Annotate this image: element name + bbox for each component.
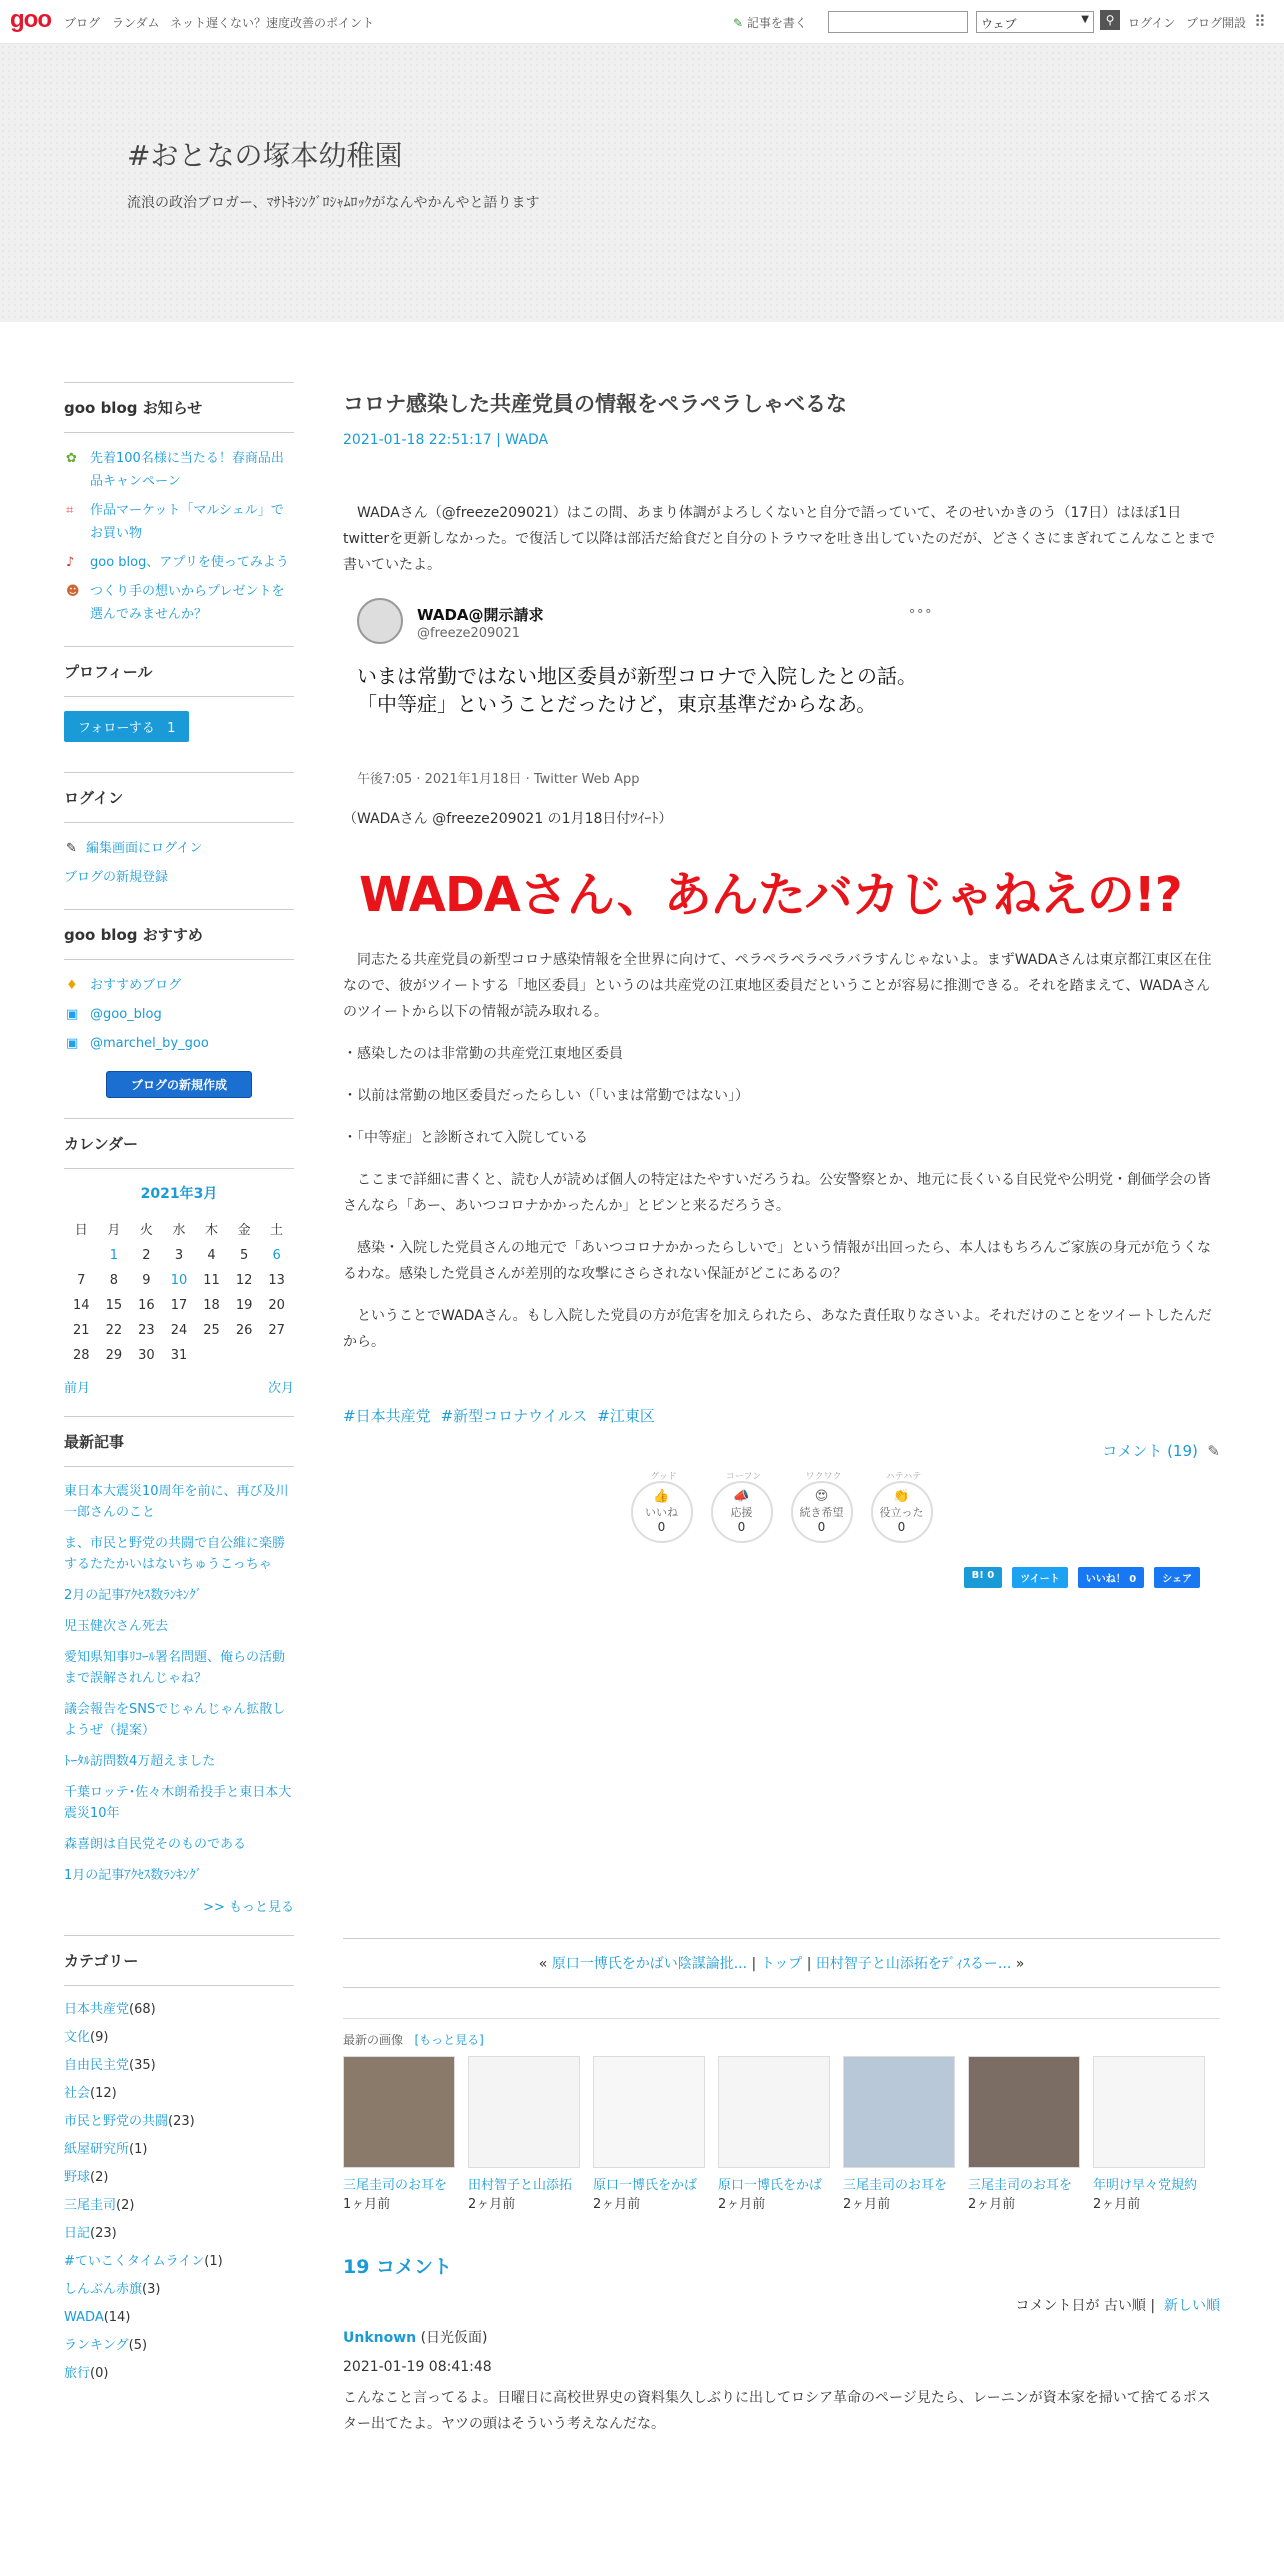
category-item[interactable] bbox=[64, 2192, 294, 2220]
tweet-button[interactable]: ツイート bbox=[1012, 1567, 1068, 1588]
latest-image-caption[interactable]: 田村智子と山添拓 bbox=[468, 2178, 573, 2193]
recent-article-link[interactable]: 議会報告をSNSでじゃんじゃん拡散しようぜ（提案） bbox=[64, 1702, 286, 1738]
category-count: (23) bbox=[168, 2114, 195, 2129]
grid-icon: ⌗ bbox=[66, 503, 74, 518]
blog-header bbox=[0, 44, 1284, 322]
reaction-top-label: ワクワク bbox=[805, 1472, 842, 1482]
search-icon: ⚲ bbox=[1105, 13, 1115, 27]
reaction-button[interactable] bbox=[791, 1472, 853, 1543]
latest-image-item[interactable] bbox=[843, 2056, 955, 2212]
reaction-count: 0 bbox=[657, 1520, 666, 1534]
latest-image-item[interactable] bbox=[968, 2056, 1080, 2212]
apps-grid-icon[interactable]: ⠿ bbox=[1254, 12, 1266, 31]
search-input[interactable] bbox=[828, 11, 968, 33]
calendar-day: 11 bbox=[203, 1273, 220, 1288]
calendar-day: 23 bbox=[138, 1323, 155, 1338]
hatena-bookmark-button[interactable]: B! 0 bbox=[964, 1567, 1003, 1588]
latest-images bbox=[343, 2018, 1220, 2212]
category-link[interactable]: しんぶん赤旗 bbox=[64, 2282, 143, 2297]
calendar-day: 18 bbox=[203, 1298, 220, 1313]
main-content bbox=[343, 382, 1220, 2437]
recent-article-link[interactable]: 森喜朗は自民党そのものである bbox=[64, 1837, 247, 1852]
reaction-button[interactable] bbox=[631, 1472, 693, 1543]
category-link[interactable]: 社会 bbox=[64, 2086, 91, 2101]
clap-icon: 👏 bbox=[893, 1489, 910, 1504]
latest-image-caption[interactable]: 三尾圭司のお耳を bbox=[843, 2178, 948, 2193]
reaction-label: 応援 bbox=[730, 1506, 753, 1519]
recent-heading: 最新記事 bbox=[64, 1416, 294, 1467]
latest-image-thumbnail[interactable] bbox=[718, 2056, 830, 2168]
calendar-day: 8 bbox=[109, 1273, 118, 1288]
latest-image-item[interactable] bbox=[468, 2056, 580, 2212]
share-buttons bbox=[343, 1567, 1220, 1588]
login-link[interactable]: ログイン bbox=[1128, 16, 1176, 30]
pencil-icon: ✎ bbox=[733, 16, 744, 30]
calendar-weekday: 日 bbox=[74, 1223, 88, 1238]
tweet-body: いまは常勤ではない地区委員が新型コロナで入院したとの話。「中等症」ということだったけど，東京基準だからなあ。 bbox=[357, 664, 917, 716]
reaction-buttons bbox=[343, 1472, 1220, 1543]
recent-article-link[interactable]: ﾄｰﾀﾙ訪問数4万超えました bbox=[64, 1754, 216, 1769]
category-item[interactable] bbox=[64, 2080, 294, 2108]
calendar-day: 9 bbox=[142, 1273, 151, 1288]
calendar-day: 19 bbox=[235, 1298, 253, 1313]
calendar-day[interactable]: 1 bbox=[109, 1248, 118, 1263]
calendar-weekday: 火 bbox=[139, 1223, 153, 1238]
avatar[interactable] bbox=[357, 598, 403, 644]
recent-article-link[interactable]: 東日本大震災10周年を前に、再び及川一郎さんのこと bbox=[64, 1484, 289, 1520]
images-more-link[interactable]: [もっと見る] bbox=[414, 2033, 484, 2047]
post-meta[interactable]: 2021-01-18 22:51:17 | WADA bbox=[343, 432, 549, 448]
latest-image-age: 2ヶ月前 bbox=[843, 2197, 891, 2212]
latest-image-item[interactable] bbox=[593, 2056, 705, 2212]
latest-image-caption[interactable]: 原口一博氏をかば bbox=[593, 2178, 698, 2193]
latest-image-thumbnail[interactable] bbox=[343, 2056, 455, 2168]
post-body bbox=[343, 947, 1220, 1355]
latest-image-age: 2ヶ月前 bbox=[968, 2197, 1016, 2212]
latest-image-age: 2ヶ月前 bbox=[593, 2197, 641, 2212]
calendar-day: 24 bbox=[170, 1323, 188, 1338]
latest-image-age: 2ヶ月前 bbox=[468, 2197, 516, 2212]
notice-item[interactable]: ✿ 先着100名様に当たる！春商品出品キャンペーン bbox=[64, 447, 294, 493]
reaction-count: 0 bbox=[817, 1520, 826, 1534]
post-paragraph: 同志たる共産党員の新型コロナ感染情報を全世界に向けて、ペラペラペラペラバラすんじゃないよ。まずWADAさんは東京都江東区在住なので、彼がツイートする「地区委員」というのは共産党の江東地区委員だということが容易に推測できる。それを踏まえて、WADAさんのツイートから以下の情報が読み取れる。 bbox=[343, 952, 1212, 1020]
category-count: (14) bbox=[103, 2310, 131, 2325]
calendar-day: 21 bbox=[73, 1323, 90, 1338]
calendar-day bbox=[66, 1244, 97, 1267]
category-count: (2) bbox=[90, 2170, 109, 2185]
post-paragraph: ・以前は常勤の地区委員だったらしい（「いまは常勤ではない」） bbox=[343, 1088, 749, 1104]
reaction-top-label: コーフン bbox=[725, 1472, 762, 1482]
tag-link[interactable]: #江東区 bbox=[597, 1407, 655, 1425]
tag-list bbox=[343, 1405, 1220, 1426]
latest-image-thumbnail[interactable] bbox=[843, 2056, 955, 2168]
comment-author: Unknown (日光仮面) bbox=[343, 2330, 488, 2346]
calendar-next-link[interactable]: 次月 bbox=[267, 1381, 294, 1396]
category-link[interactable]: 日記 bbox=[64, 2226, 91, 2241]
calendar-day: 28 bbox=[73, 1348, 90, 1363]
comment-date: 2021-01-19 08:41:48 bbox=[343, 2359, 492, 2375]
clover-icon: ✿ bbox=[66, 451, 77, 466]
calendar-day: 17 bbox=[170, 1298, 188, 1313]
category-link[interactable]: WADA bbox=[64, 2310, 104, 2325]
category-link[interactable]: ランキング bbox=[64, 2338, 129, 2353]
calendar-day[interactable]: 10 bbox=[170, 1273, 188, 1288]
category-count: (5) bbox=[128, 2338, 148, 2353]
login-heading: ログイン bbox=[64, 772, 294, 823]
search-button[interactable] bbox=[1100, 10, 1120, 30]
top-link[interactable]: トップ bbox=[760, 1956, 803, 1972]
calendar-day: 4 bbox=[207, 1248, 216, 1263]
reaction-top-label: グッド bbox=[650, 1472, 677, 1482]
category-item[interactable] bbox=[64, 2220, 294, 2248]
category-count: (1) bbox=[204, 2254, 223, 2269]
calendar-day: 22 bbox=[105, 1323, 123, 1338]
calendar-weekday: 金 bbox=[237, 1223, 251, 1238]
music-note-icon: ♪ bbox=[66, 555, 75, 570]
latest-image-caption[interactable]: 三尾圭司のお耳を bbox=[968, 2178, 1073, 2193]
tweet-author-name[interactable]: WADA@開示請求 bbox=[417, 606, 544, 624]
tweet-caption: （WADAさん @freeze209021 の1月18日付ﾂｲｰﾄ） bbox=[343, 811, 673, 827]
latest-image-item[interactable] bbox=[1093, 2056, 1205, 2212]
latest-image-caption[interactable]: 三尾圭司のお耳を bbox=[343, 2178, 448, 2193]
prev-post-link[interactable]: 原口一博氏をかばい陰謀論批... bbox=[551, 1956, 748, 1972]
calendar-day: 14 bbox=[73, 1298, 90, 1313]
new-blog-button[interactable]: ブログの新規作成 bbox=[106, 1071, 252, 1098]
calendar-day: 13 bbox=[268, 1273, 285, 1288]
calendar-day: 15 bbox=[105, 1298, 123, 1313]
pencil-icon: ✎ bbox=[1207, 1442, 1220, 1460]
calendar-day: 20 bbox=[268, 1298, 285, 1313]
category-link[interactable]: 野球 bbox=[64, 2170, 91, 2185]
post-paragraph: ここまで詳細に書くと、読む人が読めば個人の特定はたやすいだろうね。公安警察とか、地元に長くいる自民党や公明党・創価学会の皆さんなら「あー、あいつコロナかかったんか」とピンと来るだろうさ。 bbox=[343, 1172, 1211, 1214]
post-paragraph: ・感染したのは非常勤の共産党江東地区委員 bbox=[343, 1046, 623, 1062]
goo-logo[interactable]: goo bbox=[10, 6, 51, 33]
calendar-heading: カレンダー bbox=[64, 1118, 294, 1169]
twitter-icon: ▣ bbox=[66, 1036, 79, 1051]
reaction-top-label: ハテハテ bbox=[885, 1472, 922, 1482]
login-new-link[interactable]: ブログの新規登録 bbox=[64, 870, 169, 885]
category-item[interactable] bbox=[64, 2164, 294, 2192]
category-count: (9) bbox=[90, 2030, 109, 2045]
category-count: (12) bbox=[90, 2086, 117, 2101]
embedded-tweet[interactable] bbox=[343, 598, 1220, 798]
pencil-icon: ✎ bbox=[66, 841, 77, 856]
category-heading: カテゴリー bbox=[64, 1935, 294, 1986]
latest-image-item[interactable] bbox=[343, 2056, 455, 2212]
calendar-table bbox=[64, 1213, 294, 1369]
tweet-timestamp[interactable]: 午後7:05 · 2021年1月18日 · Twitter Web App bbox=[357, 772, 640, 787]
nav-random[interactable]: ランダム bbox=[112, 16, 160, 30]
category-item[interactable] bbox=[64, 2304, 294, 2332]
post-headline: WADAさん、あんたバカじゃねえの!? bbox=[359, 867, 1182, 923]
reaction-count: 0 bbox=[737, 1520, 746, 1534]
tag-link[interactable]: #新型コロナウイルス bbox=[440, 1407, 588, 1425]
latest-image-age: 2ヶ月前 bbox=[718, 2197, 766, 2212]
category-count: (68) bbox=[129, 2002, 156, 2017]
post-pager: « 原口一博氏をかばい陰謀論批... | トップ | 田村智子と山添拓をﾃﾞｨｽるー... » bbox=[343, 1938, 1220, 1988]
calendar-day bbox=[261, 1344, 292, 1367]
calendar-weekday: 月 bbox=[107, 1223, 121, 1238]
chevron-down-icon: ▼ bbox=[1081, 14, 1089, 25]
sort-old-option[interactable]: 古い順 bbox=[1103, 2298, 1146, 2314]
post-intro: WADAさん（@freeze209021）はこの間、あまり体調がよろしくないと自分で語っていて、そのせいかきのう（17日）はほぼ1日twitterを更新しなかった。で復活して以降は部活だ給食だと自分のトラウマを吐き出していたのだが、どさくさにまぎれてこんなことまで書いていたよ。 bbox=[343, 505, 1216, 573]
recent-more-link[interactable]: >> もっと見る bbox=[203, 1900, 294, 1915]
reaction-label: 続き希望 bbox=[799, 1506, 844, 1519]
category-item[interactable] bbox=[64, 2332, 294, 2360]
post-title[interactable]: コロナ感染した共産党員の情報をペラペラしゃべるな bbox=[343, 392, 847, 416]
twitter-goo-blog-link[interactable]: ▣ @goo_blog bbox=[64, 1003, 294, 1026]
category-link[interactable]: 文化 bbox=[64, 2030, 91, 2045]
post-paragraph: 感染・入院した党員さんの地元で「あいつコロナかかったらしいで」という情報が出回ったら、本人はもちろんご家族の身元が危うくなるわな。感染した党員さんが差別的な攻撃にさらされない保証がどこにあるの？ bbox=[343, 1240, 1211, 1282]
comments-section bbox=[343, 2252, 1220, 2437]
profile-heading: プロフィール bbox=[64, 646, 294, 697]
sidebar bbox=[64, 382, 294, 2388]
twitter-icon: ▣ bbox=[66, 1007, 79, 1022]
reaction-count: 0 bbox=[897, 1520, 906, 1534]
category-link[interactable]: 市民と野党の共闘 bbox=[64, 2114, 169, 2129]
calendar-day: 26 bbox=[235, 1323, 253, 1338]
category-item[interactable] bbox=[64, 2108, 294, 2136]
notice-item[interactable]: ♪ goo blog、アプリを使ってみよう bbox=[64, 551, 294, 574]
calendar-caption: 2021年3月 bbox=[140, 1186, 218, 1202]
category-item[interactable] bbox=[64, 2276, 294, 2304]
latest-image-thumbnail[interactable] bbox=[593, 2056, 705, 2168]
notice-heading: goo blog お知らせ bbox=[64, 382, 294, 433]
comment-count-link[interactable]: コメント (19) ✎ bbox=[1102, 1442, 1220, 1460]
comment-sort: コメント日が 古い順 | 新しい順 bbox=[1015, 2298, 1220, 2314]
latest-image-age: 1ヶ月前 bbox=[343, 2197, 391, 2212]
recommend-blog-link[interactable]: ♦ おすすめブログ bbox=[64, 974, 294, 997]
thumbs-up-icon: 👍 bbox=[653, 1489, 670, 1504]
notice-item[interactable]: ⌗ 作品マーケット「マルシェル」でお買い物 bbox=[64, 499, 294, 545]
blog-description: 流浪の政治ブロガー、ﾏｻﾄｷｼﾝｸﾞﾛｼｬﾑﾛｯｸがなんやかんやと語ります bbox=[127, 195, 540, 211]
category-count: (2) bbox=[116, 2198, 135, 2213]
recommend-heading: goo blog おすすめ bbox=[64, 909, 294, 960]
search-scope-select[interactable]: ウェブ ▼ bbox=[976, 11, 1094, 33]
bear-icon: ☻ bbox=[66, 584, 80, 599]
category-link[interactable]: 自由民主党 bbox=[64, 2058, 130, 2073]
calendar-prev-link[interactable]: 前月 bbox=[64, 1381, 91, 1396]
comment-text: こんなこと言ってるよ。日曜日に高校世界史の資料集久しぶりに出してロシア革命のページ見たら、レーニンが資本家を掃いて捨てるポスター出てたよ。ヤツの頭はそういう考えなんだな。 bbox=[343, 2390, 1211, 2432]
reaction-label: いいね bbox=[645, 1506, 678, 1519]
open-blog-link[interactable]: ブログ開設 bbox=[1186, 16, 1247, 30]
calendar-day: 29 bbox=[105, 1348, 123, 1363]
category-count: (1) bbox=[129, 2142, 148, 2157]
next-post-link[interactable]: 田村智子と山添拓をﾃﾞｨｽるー... bbox=[815, 1956, 1012, 1972]
calendar-day: 31 bbox=[170, 1348, 188, 1363]
category-item[interactable] bbox=[64, 2136, 294, 2164]
latest-image-thumbnail[interactable] bbox=[968, 2056, 1080, 2168]
calendar-day: 25 bbox=[203, 1323, 220, 1338]
category-count: (0) bbox=[90, 2366, 109, 2381]
reaction-button[interactable] bbox=[711, 1472, 773, 1543]
reaction-button[interactable] bbox=[871, 1472, 933, 1543]
nav-blog[interactable]: ブログ bbox=[64, 16, 101, 30]
latest-image-caption[interactable]: 原口一博氏をかば bbox=[718, 2178, 823, 2193]
latest-images-heading: 最新の画像 bbox=[343, 2033, 404, 2047]
write-article-link[interactable]: ✎ 記事を書く bbox=[733, 16, 807, 30]
calendar-day[interactable]: 6 bbox=[272, 1248, 281, 1263]
bulb-icon: ♦ bbox=[66, 978, 78, 993]
calendar-weekday: 土 bbox=[270, 1223, 284, 1238]
recent-article-link[interactable]: 1月の記事ｱｸｾｽ数ﾗﾝｷﾝｸﾞ bbox=[64, 1868, 203, 1883]
blog-title[interactable]: #おとなの塚本幼稚園 bbox=[127, 139, 403, 172]
post-paragraph: ということでWADAさん。もし入院した党員の方が危害を加えられたら、あなた責任取りなさいよ。それだけのことをツイートしたんだから。 bbox=[343, 1308, 1212, 1350]
calendar-day bbox=[229, 1344, 260, 1367]
comments-heading: 19 コメント bbox=[343, 2256, 453, 2278]
tag-link[interactable]: #日本共産党 bbox=[343, 1407, 431, 1425]
calendar-day: 30 bbox=[138, 1348, 155, 1363]
category-link[interactable]: 紙屋研究所 bbox=[64, 2142, 130, 2157]
category-link[interactable]: 旅行 bbox=[64, 2366, 91, 2381]
facebook-share-button[interactable]: シェア bbox=[1154, 1567, 1200, 1588]
latest-image-age: 2ヶ月前 bbox=[1093, 2197, 1141, 2212]
calendar-day: 3 bbox=[174, 1248, 184, 1263]
post-paragraph: ・「中等症」と診断されて入院している bbox=[343, 1130, 588, 1146]
category-item[interactable] bbox=[64, 1996, 294, 2024]
calendar-day bbox=[196, 1344, 227, 1367]
calendar-day: 27 bbox=[268, 1323, 285, 1338]
category-item[interactable] bbox=[64, 2052, 294, 2080]
calendar-weekday: 木 bbox=[205, 1223, 219, 1238]
calendar-day: 7 bbox=[77, 1273, 86, 1288]
category-item[interactable] bbox=[64, 2360, 294, 2388]
more-options-icon[interactable]: ∘∘∘ bbox=[908, 604, 933, 619]
notice-item[interactable]: ☻ つくり手の想いからプレゼントを選んでみませんか？ bbox=[64, 580, 294, 626]
category-count: (3) bbox=[142, 2282, 161, 2297]
latest-image-caption[interactable]: 年明け早々党規約 bbox=[1093, 2178, 1198, 2193]
login-edit-link[interactable]: ✎ 編集画面にログイン bbox=[64, 837, 294, 860]
latest-image-thumbnail[interactable] bbox=[468, 2056, 580, 2168]
calendar-day: 12 bbox=[235, 1273, 253, 1288]
recent-article-link[interactable]: 児玉健次さん死去 bbox=[64, 1619, 169, 1634]
calendar-day: 2 bbox=[142, 1248, 151, 1263]
latest-image-item[interactable] bbox=[718, 2056, 830, 2212]
category-link[interactable]: 三尾圭司 bbox=[64, 2198, 117, 2213]
twitter-marchel-link[interactable]: ▣ @marchel_by_goo bbox=[64, 1032, 294, 1055]
category-count: (35) bbox=[129, 2058, 156, 2073]
category-count: (23) bbox=[90, 2226, 117, 2241]
category-link[interactable]: #ていこくタイムライン bbox=[64, 2254, 205, 2269]
recent-article-link[interactable]: 愛知県知事ﾘｺｰﾙ署名問題、俺らの活動まで誤解されんじゃね？ bbox=[64, 1650, 286, 1686]
sort-new-link[interactable]: 新しい順 bbox=[1164, 2298, 1220, 2314]
recent-article-link[interactable]: 千葉ロッテ･佐々木朗希投手と東日本大震災10年 bbox=[64, 1785, 292, 1821]
tweet-author-handle[interactable]: @freeze209021 bbox=[417, 626, 521, 641]
top-bar bbox=[0, 0, 1284, 44]
category-link[interactable]: 日本共産党 bbox=[64, 2002, 130, 2017]
facebook-like-button[interactable]: いいね！ 0 bbox=[1078, 1567, 1144, 1588]
heart-eyes-icon: 😍 bbox=[814, 1489, 829, 1504]
category-item[interactable] bbox=[64, 2024, 294, 2052]
follow-button[interactable]: フォローする 1 bbox=[64, 711, 189, 742]
recent-article-link[interactable]: 2月の記事ｱｸｾｽ数ﾗﾝｷﾝｸﾞ bbox=[64, 1588, 203, 1603]
calendar-day: 5 bbox=[239, 1248, 249, 1263]
nav-speed[interactable]: ネット遅くない？速度改善のポイント bbox=[170, 16, 375, 30]
calendar-weekday: 水 bbox=[172, 1223, 186, 1238]
category-item[interactable] bbox=[64, 2248, 294, 2276]
calendar-day: 16 bbox=[138, 1298, 155, 1313]
megaphone-icon: 📣 bbox=[733, 1489, 750, 1504]
latest-image-thumbnail[interactable] bbox=[1093, 2056, 1205, 2168]
recent-article-link[interactable]: ま、市民と野党の共闘で自公維に楽勝するたたかいはないちゅうこっちゃ bbox=[64, 1536, 286, 1572]
reaction-label: 役立った bbox=[879, 1506, 924, 1519]
